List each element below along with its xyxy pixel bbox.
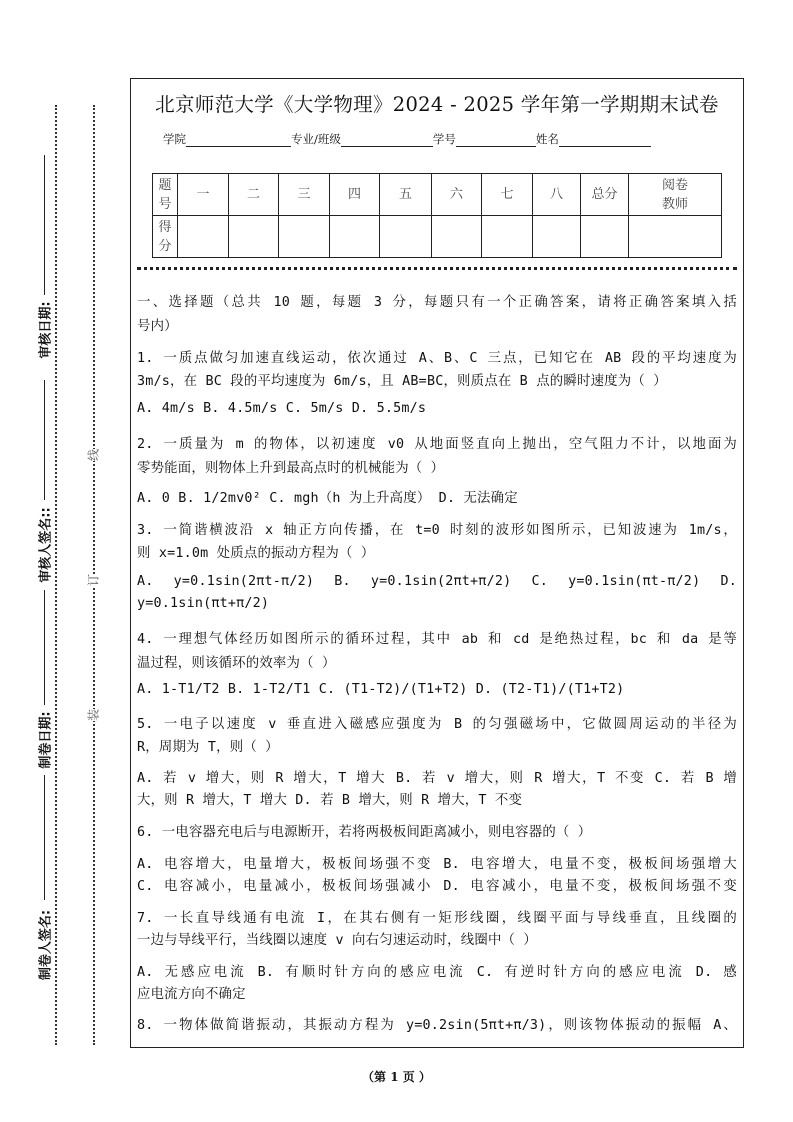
question-4-stem: 温过程，则该循环的效率为（ ） [137, 656, 336, 671]
binding-char-zhuang: 装 [83, 709, 104, 721]
compile-date-label: 制卷日期: [38, 711, 54, 769]
score-cell[interactable] [482, 216, 533, 258]
student-id-field[interactable] [456, 134, 536, 147]
header-cell: 三 [279, 174, 330, 216]
student-id-label: 学号 [432, 132, 456, 146]
question-1-stem: 1. 一质点做匀加速直线运动，依次通过 A、B、C 三点，已知它在 AB 段的平均速度为 [137, 351, 737, 366]
reviewer-signature-line [44, 380, 45, 500]
question-6-options: C. 电容减小，电量减小，极板间场强减小 D. 电容减小，电量不变，极板间场强不变 [137, 879, 737, 894]
name-label: 姓名 [535, 132, 559, 146]
compiler-signature-label: 制卷人签名: [38, 909, 54, 981]
score-cell[interactable] [533, 216, 581, 258]
header-cell: 五 [380, 174, 432, 216]
section-heading: 一、选择题（总共 10 题，每题 3 分，每题只有一个正确答案，请将正确答案填入括 [137, 295, 737, 310]
header-cell: 总分 [581, 174, 629, 216]
major-class-field[interactable] [341, 134, 433, 147]
score-cell[interactable] [629, 216, 722, 258]
reviewer-signature-label: 审核人签名:: [38, 507, 54, 583]
major-class-label: 专业/班级 [291, 132, 341, 146]
question-7-options: 应电流方向不确定 [137, 987, 246, 1002]
question-1-stem: 3m/s，在 BC 段的平均速度为 6m/s，且 AB=BC，则质点在 B 点的瞬时速度为（ ） [137, 374, 667, 389]
header-cell: 题号 [153, 174, 178, 216]
score-table [152, 173, 722, 258]
question-5-stem: 5. 一电子以速度 v 垂直进入磁感应强度为 B 的匀强磁场中，它做圆周运动的半径为 [137, 717, 737, 732]
header-cell: 二 [229, 174, 279, 216]
page-number: （第 1 页 ） [362, 1070, 431, 1084]
question-3-stem: 3. 一简谐横波沿 x 轴正方向传播，在 t=0 时刻的波形如图所示，已知波速为 1m/s， [137, 523, 737, 538]
header-cell: 一 [178, 174, 229, 216]
score-cell[interactable] [178, 216, 229, 258]
score-row-label: 得分 [153, 216, 178, 258]
question-1-options: A. 4m/s B. 4.5m/s C. 5m/s D. 5.5m/s [137, 401, 427, 416]
section-heading: 号内） [137, 319, 178, 334]
exam-title: 北京师范大学《大学物理》2024 - 2025 学年第一学期期末试卷 [155, 93, 719, 116]
question-6-options: A. 电容增大，电量增大，极板间场强不变 B. 电容增大，电量不变，极板间场强增大 [137, 857, 737, 872]
review-date-label: 审核日期: [38, 301, 54, 359]
question-5-stem: R，周期为 T，则（ ） [137, 740, 279, 755]
question-7-stem: 7. 一长直导线通有电流 I，在其右侧有一矩形线圈，线圈平面与导线垂直，且线圈的 [137, 911, 737, 926]
name-field[interactable] [559, 134, 651, 147]
review-date-line [44, 155, 45, 295]
question-5-options: 大，则 R 增大，T 增大 D. 若 B 增大，则 R 增大，T 不变 [137, 793, 523, 808]
score-cell[interactable] [380, 216, 432, 258]
header-cell: 四 [330, 174, 380, 216]
header-cell: 阅卷教师 [629, 174, 722, 216]
binding-char-xian: 线 [83, 449, 104, 461]
score-cell[interactable] [581, 216, 629, 258]
college-field[interactable] [186, 134, 291, 147]
dotted-separator [137, 267, 737, 270]
question-2-stem: 零势能面，则物体上升到最高点时的机械能为（ ） [137, 461, 445, 476]
binding-dotted-line-outer [55, 105, 57, 1045]
compile-date-line [44, 590, 45, 705]
question-3-options: y=0.1sin(πt+π/2) [137, 596, 270, 611]
exam-page-frame [130, 78, 744, 1048]
question-3-stem: 则 x=1.0m 处质点的振动方程为（ ） [137, 546, 375, 561]
score-cell[interactable] [330, 216, 380, 258]
score-cell[interactable] [229, 216, 279, 258]
score-cell[interactable] [279, 216, 330, 258]
header-cell: 七 [482, 174, 533, 216]
student-info-row [163, 131, 651, 147]
question-5-options: A. 若 v 增大，则 R 增大，T 增大 B. 若 v 增大，则 R 增大，T 不变 C. 若 B 增 [137, 771, 737, 786]
question-3-options: A. y=0.1sin(2πt-π/2) B. y=0.1sin(2πt+π/2) C. y=0.1sin(πt-π/2) D. [137, 574, 737, 589]
question-4-options: A. 1-T1/T2 B. 1-T2/T1 C. (T1-T2)/(T1+T2) D. (T2-T1)/(T1+T2) [137, 682, 625, 697]
header-cell: 八 [533, 174, 581, 216]
binding-char-ding: 订 [83, 574, 104, 586]
question-2-options: A. 0 B. 1/2mv0² C. mgh（h 为上升高度） D. 无法确定 [137, 491, 518, 506]
question-4-stem: 4. 一理想气体经历如图所示的循环过程，其中 ab 和 cd 是绝热过程，bc 和 da 是等 [137, 632, 737, 647]
question-8-stem: 8. 一物体做简谐振动，其振动方程为 y=0.2sin(5πt+π/3)，则该物体振动的振幅 A、 [137, 1018, 737, 1033]
question-7-stem: 一边与导线平行，当线圈以速度 v 向右匀速运动时，线圈中（ ） [137, 933, 537, 948]
score-table-header-row [153, 174, 722, 216]
score-cell[interactable] [432, 216, 482, 258]
question-2-stem: 2. 一质量为 m 的物体，以初速度 v0 从地面竖直向上抛出，空气阻力不计，以地面为 [137, 437, 737, 452]
score-table-score-row [153, 216, 722, 258]
question-7-options: A. 无感应电流 B. 有顺时针方向的感应电流 C. 有逆时针方向的感应电流 D. 感 [137, 965, 737, 980]
compiler-signature-line [44, 775, 45, 900]
header-cell: 六 [432, 174, 482, 216]
college-label: 学院 [163, 132, 186, 146]
question-6-stem: 6. 一电容器充电后与电源断开，若将两极板间距离减小，则电容器的（ ） [137, 825, 592, 840]
